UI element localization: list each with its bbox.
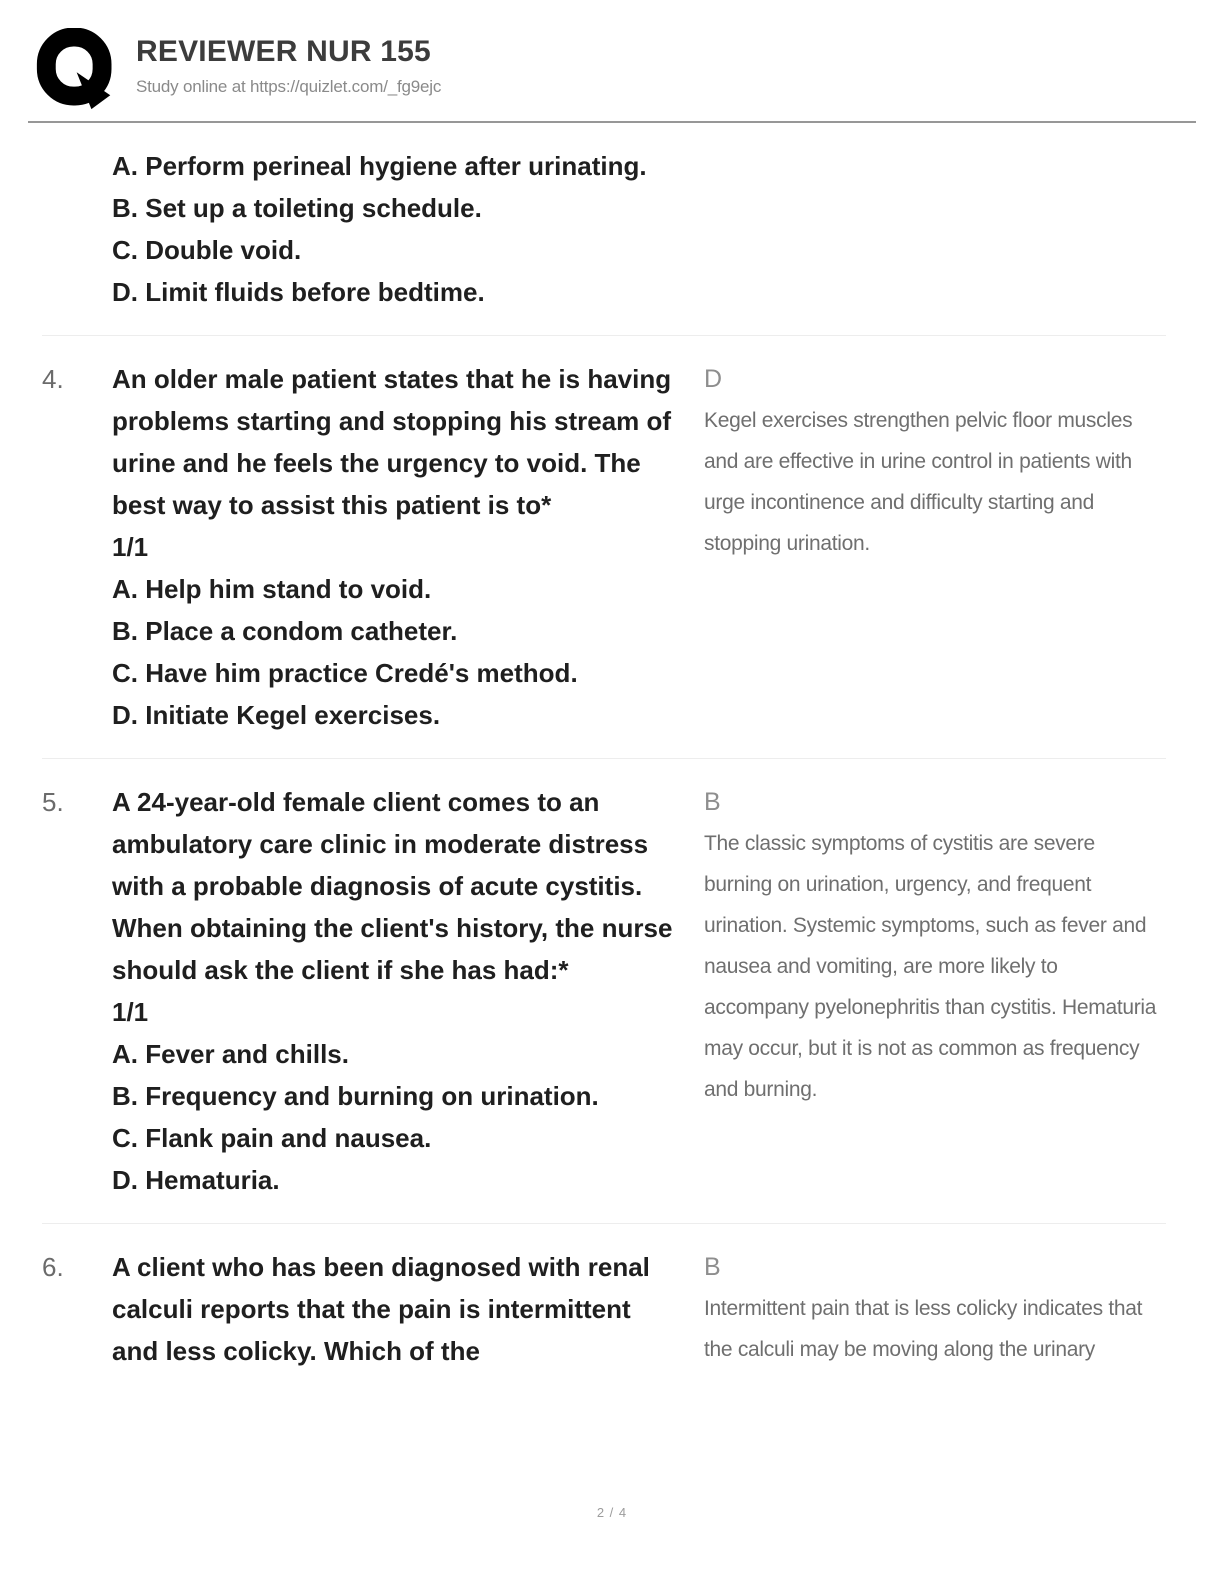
option-line: C. Flank pain and nausea. (112, 1123, 432, 1153)
answer-column (702, 1246, 1166, 1372)
answer-column (702, 358, 1166, 736)
question-block (42, 758, 1166, 1223)
question-number (42, 145, 112, 313)
answer-rationale: Kegel exercises strengthen pelvic floor muscles and are effective in urine control in patients with urge incontinence and difficulty starting and stopping urination. (704, 409, 1133, 555)
answer-rationale: Intermittent pain that is less colicky indicates that the calculi may be moving along the urinary (704, 1297, 1143, 1361)
page-header (0, 0, 1224, 110)
question-column (112, 1246, 702, 1372)
answer-rationale: The classic symptoms of cystitis are severe burning on urination, urgency, and frequent urination. Systemic symptoms, such as fever and nausea and vomiting, are more likely to accompany pyelonephritis than cystitis. Hematuria may occur, but it is not as common as frequency and burning. (704, 832, 1157, 1101)
question-number: 6. (42, 1252, 64, 1282)
quizlet-logo-icon (34, 28, 116, 110)
question-text: An older male patient states that he is having problems starting and stopping his stream of urine and he feels the urgency to void. The best way to assist this patient is to* (112, 364, 672, 520)
question-block (42, 123, 1166, 335)
answer-column (702, 781, 1166, 1201)
question-block (42, 335, 1166, 758)
option-line: B. Place a condom catheter. (112, 616, 458, 646)
question-text: A client who has been diagnosed with renal calculi reports that the pain is intermittent and less colicky. Which of the (112, 1252, 650, 1366)
question-column (112, 145, 702, 313)
option-line: B. Frequency and burning on urination. (112, 1081, 599, 1111)
question-column (112, 358, 702, 736)
header-text (136, 28, 441, 97)
question-text: A 24-year-old female client comes to an ambulatory care clinic in moderate distress with a probable diagnosis of acute cystitis. When obtaining the client's history, the nurse should ask the client if she has had:* (112, 787, 673, 985)
answer-letter: B (704, 788, 721, 816)
answer-letter: B (704, 1253, 721, 1281)
option-line: D. Initiate Kegel exercises. (112, 700, 441, 730)
option-line: C. Have him practice Credé's method. (112, 658, 578, 688)
content-area (0, 123, 1224, 1394)
question-block (42, 1223, 1166, 1394)
score-text: 1/1 (112, 532, 149, 562)
option-line: D. Limit fluids before bedtime. (112, 277, 485, 307)
page-title: REVIEWER NUR 155 (136, 35, 431, 68)
question-number: 5. (42, 787, 64, 817)
option-line: B. Set up a toileting schedule. (112, 193, 482, 223)
option-line: A. Help him stand to void. (112, 574, 432, 604)
score-text: 1/1 (112, 997, 149, 1027)
question-column (112, 781, 702, 1201)
answer-column (702, 145, 1166, 313)
option-line: A. Fever and chills. (112, 1039, 349, 1069)
option-line: A. Perform perineal hygiene after urinating. (112, 151, 647, 181)
page-number: 2 / 4 (596, 1505, 628, 1520)
page-subtitle: Study online at https://quizlet.com/_fg9ejc (136, 77, 442, 96)
answer-letter: D (704, 365, 723, 393)
option-line: D. Hematuria. (112, 1165, 280, 1195)
question-number: 4. (42, 364, 64, 394)
option-line: C. Double void. (112, 235, 302, 265)
